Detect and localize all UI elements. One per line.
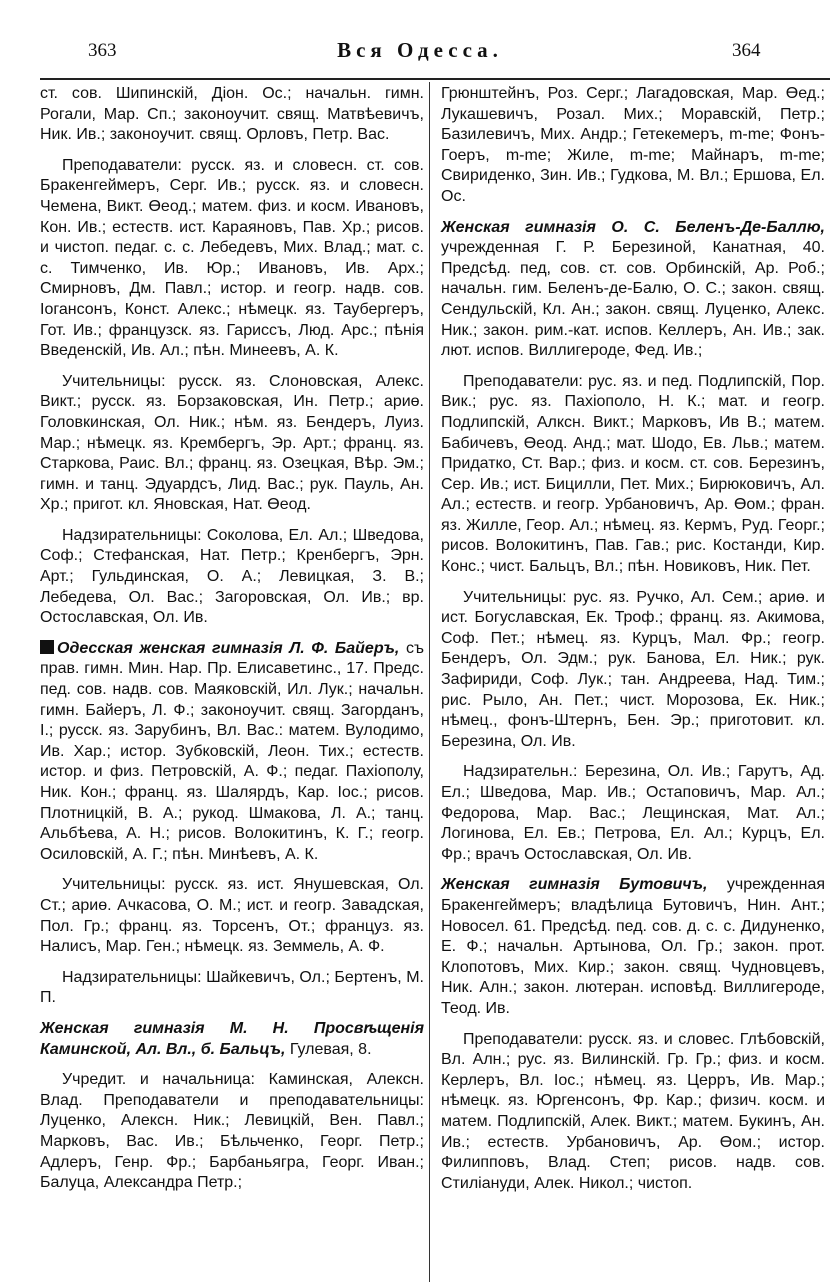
paragraph-text: Преподаватели: русск. яз. и словесн. ст. сов. Бракенгеймеръ, Серг. Ив.; русск. яз. и словесн. Чемена, Викт. Өеод.; матем. физ. и косм. Ивановъ, Кон. Ив.; естеств. ист. Караяновъ, Пав. Хр.; рисов. и чистоп. педаг. с. с. Лебедевъ, Мих. Влад.; мат. с. с. Тимченко, Ив. Юр.; Ивановъ, Ив. Арх.; Смирновъ, Дм. Павл.; истор. и геогр. надв. сов. Іогансонъ, Конст. Алекс.; нѣмецк. яз. Таубергеръ, Гот. Ив.; французск. яз. Гариссъ, Люд. Арс.; пѣнія Введенскій, Ив. Ал.; пѣн. Минеевъ, А. К. <box>40 156 424 360</box>
paragraph-text: Учредит. и начальница: Каминская, Алексн. Влад. Преподаватели и преподавательницы: Луценко, Алексн. Ник.; Левицкій, Вен. Павл.; Марковъ, Вас. Ив.; Бѣльченко, Георг. Петр.; Адлеръ, Генр. Фр.; Барбаньягра, Георг. Иван.; Балуца, Александра Петр.; <box>40 1071 424 1192</box>
text-paragraph <box>441 588 825 753</box>
bullet-mark-icon <box>40 640 54 654</box>
paragraph-text: Надзирательн.: Березина, Ол. Ив.; Гарутъ, Ад. Ел.; Шведова, Мар. Ив.; Остаповичъ, Мар. Ал.; Федорова, Мар. Вас.; Лещинская, Мат. Ал.; Логинова, Ел. Ев.; Петрова, Ел. Ал.; Курцъ, Ел. Фр.; врачъ Остославская, Ол. Ив. <box>441 763 825 863</box>
page-title: Вся Одесса. <box>337 38 503 62</box>
page-number-right: 364 <box>732 40 761 61</box>
paragraph-text: Учительницы: русск. яз. Слоновская, Алекс. Викт.; русск. яз. Борзаковская, Ин. Петр.; ариө. Головкинская, Ол. Ник.; нѣм. яз. Бендеръ, Луиз. Мар.; нѣмецк. яз. Крембергъ, Эр. Арт.; франц. яз. Старкова, Раис. Вл.; франц. яз. Озецкая, Вѣр. Эм.; гимн. и танц. Эдуардсъ, Лид. Вас.; рук. Пауль, Ан. Хр.; пригот. кл. Яновская, Нат. Өеод. <box>40 372 424 514</box>
right-column <box>441 84 825 1204</box>
institution-entry <box>441 875 825 1019</box>
paragraph-text: Учительницы: русск. яз. ист. Янушевская, Ол. Ст.; ариө. Ачкасова, О. М.; ист. и геогр. Завадская, Пол. Гр.; франц. яз. Торсенъ, От.; француз. яз. Налисъ, Мар. Ген.; нѣмецк. яз. Земмель, А. Ф. <box>40 876 424 956</box>
text-paragraph <box>441 84 825 208</box>
institution-heading: Одесская женская гимназія Л. Ф. Байеръ, <box>57 639 400 657</box>
left-column <box>40 84 424 1204</box>
paragraph-text: Преподаватели: русск. яз. и словес. Глѣбовскій, Вл. Алн.; рус. яз. Вилинскій. Гр. Гр.; физ. и косм. Керлеръ, Вл. Іос.; нѣмец. яз. Церръ, Ив. Мар.; нѣмецк. яз. Юргенсонъ, Фр. Кар.; физич. косм. и матем. Подлипскій, Алек. Викт.; матем. Букинъ, Ан. Ив.; естеств. Урбановичъ, Ар. Өом.; истор. Филипповъ, Влад. Степ; рисов. надв. сов. Стиліануди, Алек. Никол.; чистоп. <box>441 1030 825 1192</box>
page-number-left: 363 <box>88 40 117 61</box>
column-divider <box>429 82 430 1282</box>
institution-heading: Женская гимназія Бутовичъ, <box>441 876 708 894</box>
text-paragraph <box>441 372 825 578</box>
institution-entry <box>40 639 424 866</box>
paragraph-text: Преподаватели: рус. яз. и пед. Подлипскій, Пор. Вик.; рус. яз. Пахіополо, Н. К.; мат. и геогр. Подлипскій, Алксн. Викт.; Марковъ, Ив В.; матем. Бабичевъ, Өеод. Анд.; мат. Шодо, Ев. Льв.; матем. Придатко, Ст. Вар.; физ. и косм. ст. сов. Березинъ, Сер. Ив.; ист. Бицилли, Пет. Мих.; Бирюковичъ, Ал. Ал.; естеств. и геогр. Урбановичъ, Ар. Өом.; фран. яз. Жилле, Геор. Ал.; нѣмец. яз. Кермъ, Руд. Георг.; рисов. Волокитинъ, Пав. Гав.; рис. Костанди, Кир. Конс.; чист. Бальцъ, Вл.; пѣн. Новиковъ, Ник. Пет. <box>441 372 825 576</box>
text-paragraph <box>40 156 424 362</box>
paragraph-text: Гулевая, 8. <box>285 1040 372 1058</box>
institution-heading: Женская гимназія М. Н. Просвѣщенія Каминской, Ал. Вл., б. Бальцъ, <box>40 1019 424 1058</box>
paragraph-text: учрежденная Бракенгеймеръ; владѣлица Бутовичъ, Нин. Ант.; Новосел. 61. Предсѣд. пед. сов. д. с. с. Дидуненко, Е. Ф.; начальн. Артынова, Ол. Гр.; закон. прот. Клопотовъ, Мих. Кир.; закон. свящ. Чудновцевъ, Ник. Алн.; закон. лютеран. исповѣд. Виллигероде, Теод. Ив. <box>441 876 826 1017</box>
text-paragraph <box>40 875 424 957</box>
text-paragraph <box>441 1030 825 1195</box>
institution-entry <box>441 218 825 362</box>
paragraph-text: Учительницы: рус. яз. Ручко, Ал. Сем.; ариө. и ист. Богуславская, Ек. Троф.; франц. яз. Акимова, Соф. Пет.; нѣмец. яз. Курцъ, Мал. Фр.; геогр. Бендеръ, Ол. Эдм.; рук. Банова, Ел. Ник.; рук. Зафириди, Соф. Лук.; тан. Андреева, Над. Тим.; рис. Рыло, Ан. Пет.; чист. Морозова, Ек. Ник.; нѣмец., фонъ-Штернъ, Бен. Эр.; приготовит. кл. Березина, Ол. Ив. <box>441 588 825 750</box>
paragraph-text: Надзирательницы: Шайкевичъ, Ол.; Бертенъ, М. П. <box>40 968 424 1007</box>
institution-heading: Женская гимназія О. С. Беленъ-Де-Баллю, <box>441 218 825 236</box>
text-paragraph <box>40 526 424 629</box>
page-header <box>0 0 840 78</box>
paragraph-text: учрежденная Г. Р. Березиной, Канатная, 40. Предсѣд. пед, сов. ст. сов. Орбинскій, Ар. Роб.; начальн. гим. Беленъ-де-Балю, О. С.; закон. свящ. Сендульскій, Кл. Ан.; закон. свящ. Луценко, Алекс. Ник.; закон. рим.-кат. испов. Келлеръ, Ан. Ив.; зак. лют. испов. Виллигероде, Фед. Ив.; <box>441 239 825 360</box>
paragraph-text: Надзирательницы: Соколова, Ел. Ал.; Шведова, Соф.; Стефанская, Нат. Петр.; Кренбергъ, Эрн. Арт.; Гульдинская, О. А.; Левицкая, З. В.; Лебедева, Ол. Вас.; Загоровская, Ол. Ив.; вр. Остославская, Ол. Ив. <box>40 526 424 627</box>
institution-entry <box>40 1019 424 1060</box>
text-paragraph <box>40 372 424 516</box>
header-rule <box>40 78 830 80</box>
text-paragraph <box>441 762 825 865</box>
paragraph-text: ст. сов. Шипинскій, Діон. Ос.; начальн. гимн. Рогали, Мар. Сп.; законоучит. свящ. Матвѣевичъ, Ник. Ив.; законоучит. свящ. Орловъ, Петр. Вас. <box>40 85 424 144</box>
paragraph-text: съ прав. гимн. Мин. Нар. Пр. Елисаветинс., 17. Предс. пед. сов. надв. сов. Маяковскій, Ил. Лук.; начальн. гимн. Байеръ, Л. Ф.; законоучит. свящ. Загорданъ, І.; русск. яз. Зарубинъ, Вл. Вас.: матем. Вулодимо, Ив. Хар.; истор. Зубковскій, Леон. Тих.; естеств. истор. и физ. Петровскій, А. Ф.; педаг. Пахіополу, Ник. Кон.; франц. яз. Шалярдъ, Кар. Іос.; рисов. Плотницкій, В. А.; рукод. Шмакова, Л. А.; танц. Альбѣева, А. Н.; рисов. Волокитинъ, К. Г.; геогр. Осиловскій, А. Г.; пѣн. Минѣевъ, А. К. <box>40 639 424 863</box>
text-paragraph <box>40 84 424 146</box>
paragraph-text: Грюнштейнъ, Роз. Серг.; Лагадовская, Мар. Өед.; Лукашевичъ, Розал. Мих.; Моравскій, Петр.; Базилевичъ, Мих. Андр.; Гетекемеръ, m-me; Фонъ-Гоеръ, m-me; Жиле, m-me; Майнаръ, m-me; Свириденко, Зин. Ив.; Гудкова, М. Вл.; Ершова, Ел. Ос. <box>441 85 825 205</box>
text-paragraph <box>40 968 424 1009</box>
text-paragraph <box>40 1070 424 1194</box>
